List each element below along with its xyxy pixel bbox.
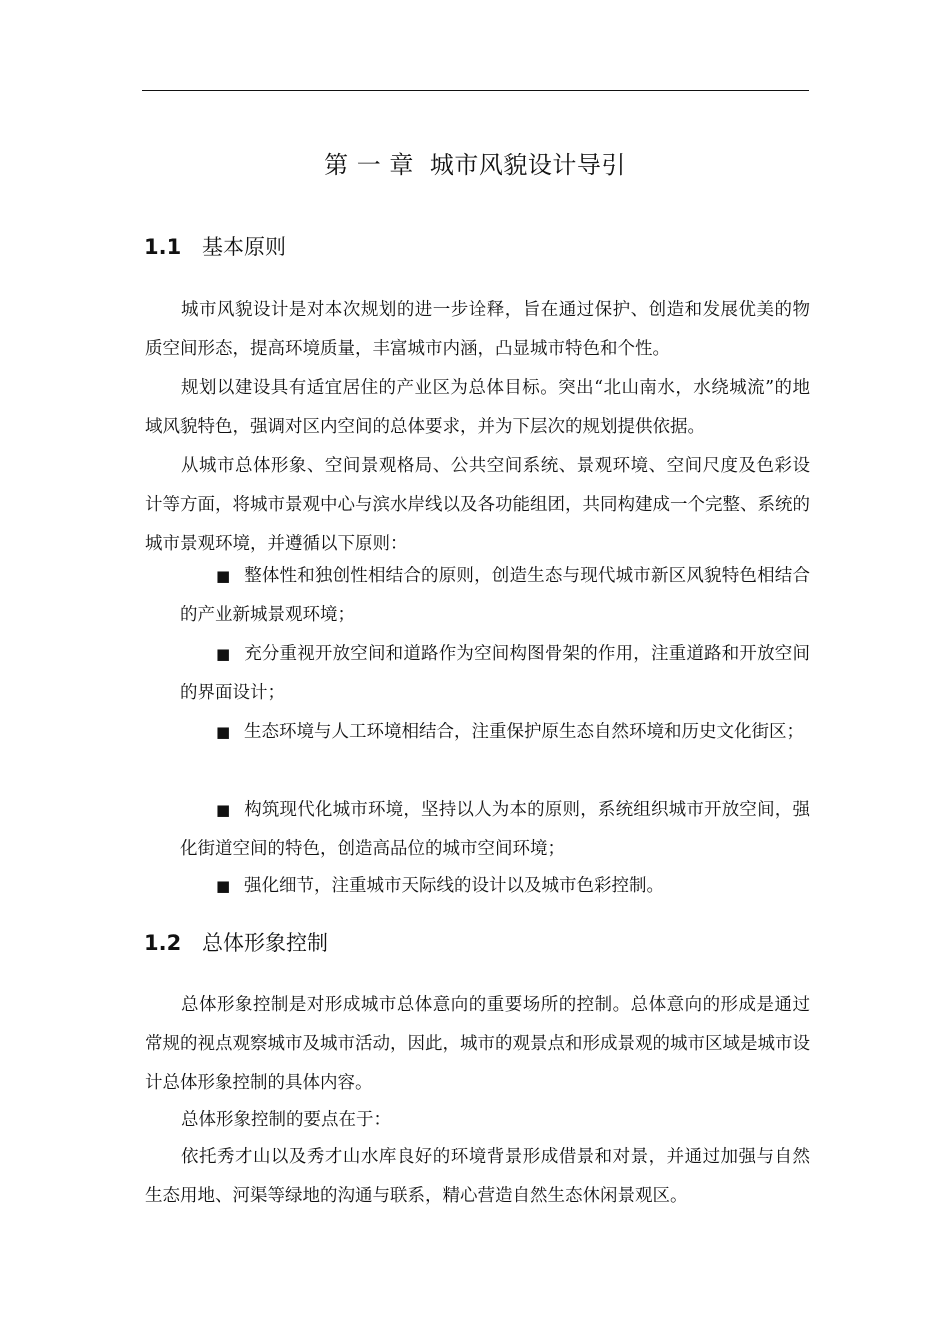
- bullet-square-icon: ■: [216, 567, 231, 585]
- paragraph: 总体形象控制是对形成城市总体意向的重要场所的控制。总体意向的形成是通过常规的视点观察城市及城市活动，因此，城市的观景点和形成景观的城市区域是城市设计总体形象控制的具体内容。: [145, 995, 810, 1093]
- bullet-text: 强化细节，注重城市天际线的设计以及城市色彩控制。: [244, 876, 664, 896]
- bullet-item: [180, 557, 810, 635]
- header-rule: [142, 90, 809, 91]
- section-title: 总体形象控制: [202, 931, 328, 955]
- bullet-square-icon: ■: [216, 877, 231, 895]
- chapter-number: 第 一 章: [324, 151, 414, 179]
- section-title: 基本原则: [202, 235, 286, 259]
- bullet-item: [180, 713, 810, 752]
- section-number: 1.2: [144, 931, 182, 955]
- bullet-item: [180, 791, 810, 869]
- paragraph: 规划以建设具有适宜居住的产业区为总体目标。突出“北山南水，水绕城流”的地域风貌特色，强调对区内空间的总体要求，并为下层次的规划提供依据。: [145, 378, 810, 437]
- bullet-text: 充分重视开放空间和道路作为空间构图骨架的作用，注重道路和开放空间的界面设计；: [180, 644, 810, 703]
- paragraph: 依托秀才山以及秀才山水库良好的环境背景形成借景和对景，并通过加强与自然生态用地、河渠等绿地的沟通与联系，精心营造自然生态休闲景观区。: [145, 1147, 810, 1206]
- section-heading-1-2: [144, 928, 328, 958]
- paragraph: 总体形象控制的要点在于：: [181, 1110, 391, 1130]
- bullet-square-icon: ■: [216, 801, 231, 819]
- bullet-item: [180, 635, 810, 713]
- section-heading-1-1: [144, 232, 286, 262]
- bullet-text: 生态环境与人工环境相结合，注重保护原生态自然环境和历史文化街区；: [244, 722, 804, 742]
- chapter-title: [0, 148, 950, 182]
- paragraph: 从城市总体形象、空间景观格局、公共空间系统、景观环境、空间尺度及色彩设计等方面，将城市景观中心与滨水岸线以及各功能组团，共同构建成一个完整、系统的城市景观环境，并遵循以下原则：: [145, 456, 810, 554]
- bullet-square-icon: ■: [216, 645, 231, 663]
- bullet-item: [180, 867, 810, 906]
- bullet-square-icon: ■: [216, 723, 231, 741]
- section-number: 1.1: [144, 235, 182, 259]
- paragraph: 城市风貌设计是对本次规划的进一步诠释，旨在通过保护、创造和发展优美的物质空间形态，提高环境质量，丰富城市内涵，凸显城市特色和个性。: [145, 300, 810, 359]
- chapter-title-text: 城市风貌设计导引: [429, 151, 626, 179]
- bullet-text: 整体性和独创性相结合的原则，创造生态与现代城市新区风貌特色相结合的产业新城景观环境；: [180, 566, 810, 625]
- bullet-text: 构筑现代化城市环境，坚持以人为本的原则，系统组织城市开放空间，强化街道空间的特色，创造高品位的城市空间环境；: [180, 800, 810, 859]
